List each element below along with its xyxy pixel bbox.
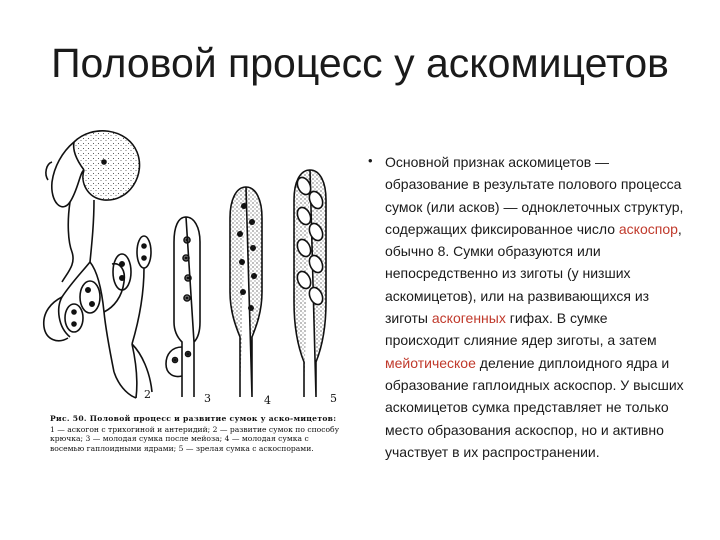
ascomycete-figure xyxy=(32,122,352,502)
panel-4-drawing xyxy=(230,187,262,397)
term-ascogenous: аскогенных xyxy=(431,310,506,327)
figure-caption-body: 1 — аскогон с трихогиной и антеридий; 2 — развитие сумок по способу крючка; 3 — молодая сумка после мейоза; 4 — молодая сумка с восемью гаплоидными ядрами; 5 — зрелая сумка с аскоспорами. xyxy=(50,424,340,453)
slide-title: Половой процесс у аскомицетов xyxy=(51,40,669,86)
panel-5-drawing xyxy=(294,170,326,397)
bullet-segment: деление диплоидного ядра и образование гаплоидных аскоспор. У высших аскомицетов сумка представляет не только место образования аскоспор, но и активно участвует в их распространении. xyxy=(385,354,684,460)
figure-caption-title: Рис. 50. Половой процесс и развитие сумок у аско-мицетов: xyxy=(50,414,337,423)
term-meiotic: мейотическое xyxy=(385,354,476,371)
bullet-segment: , обычно 8. Сумки образуются или непосредственно из зиготы (у низших аскомицетов), или на развивающихся из зиготы xyxy=(385,220,682,327)
figure-caption xyxy=(50,414,340,453)
panel-label-5: 5 xyxy=(330,392,337,405)
panel-label-4: 4 xyxy=(264,394,271,407)
bullet-segment: гифах. В сумке происходит слияние ядер зиготы, а затем xyxy=(385,310,657,349)
panel-1-2-drawing xyxy=(44,131,152,398)
panel-label-3: 3 xyxy=(204,392,211,405)
bullet-segment: Основной признак аскомицетов — образование в результате полового процесса сумок (или асков) — одноклеточных структур, содержащих фиксированное число xyxy=(385,154,684,237)
panel-label-2: 2 xyxy=(144,388,151,401)
panel-3-drawing xyxy=(166,217,200,397)
bullet-text xyxy=(385,151,686,463)
figure-drawing xyxy=(32,122,352,422)
term-ascospores: аскоспор xyxy=(618,220,678,237)
bullet-marker: • xyxy=(368,153,373,168)
bullet-list xyxy=(368,151,686,463)
